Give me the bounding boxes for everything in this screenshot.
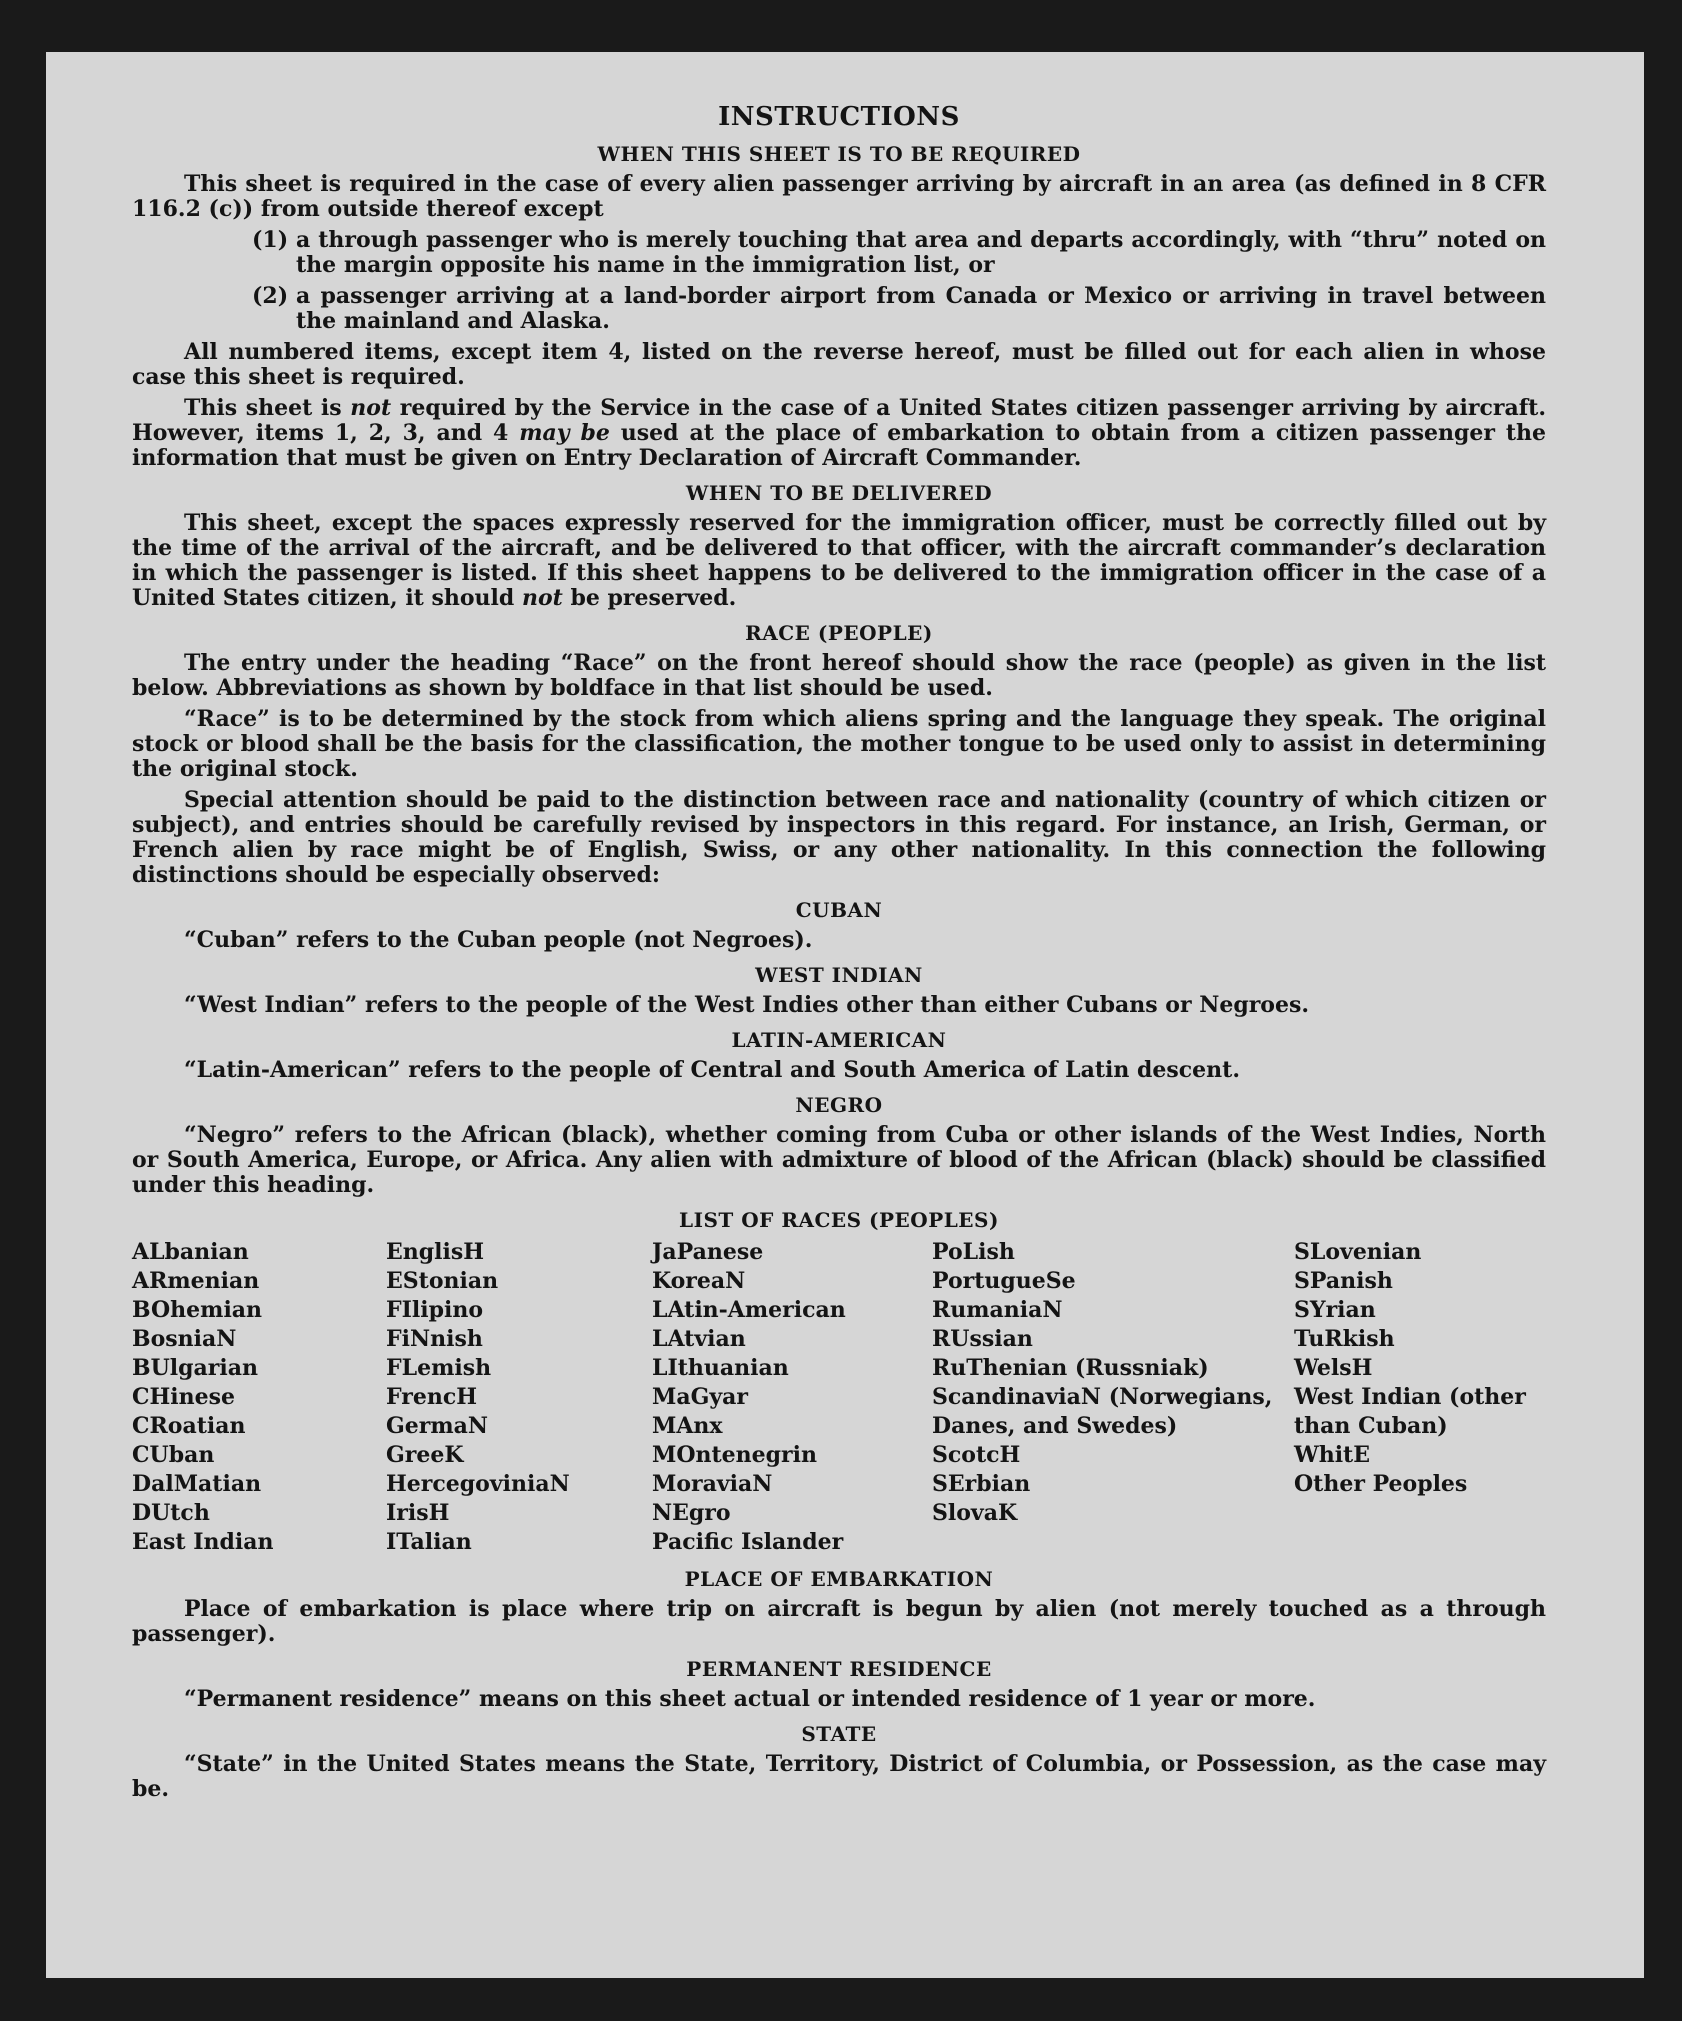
italic-not: not (521, 585, 563, 611)
paragraph-race-distinction: Special attention should be paid to the distinction between race and nationality (country of which citizen or subject), and entries should be carefully revised by inspectors in this regard. For instance, an Irish, German, or French alien by race might be of English, Swiss, or any other nationality. In this connection the following distinctions should be especially observed: (132, 787, 1546, 888)
paragraph-required-intro: This sheet is required in the case of every alien passenger arriving by aircraft in an area (as defined in 8 CFR 116.2 (c)) from outside thereof except (132, 171, 1546, 222)
race-item: SErbian (932, 1471, 1031, 1497)
race-item: ScandinaviaN (Norwegians, Danes, and Swedes) (932, 1384, 1273, 1439)
race-item: West Indian (other than Cuban) (1294, 1384, 1526, 1439)
race-item: PortugueSe (932, 1268, 1076, 1294)
heading-when-delivered: WHEN TO BE DELIVERED (685, 481, 993, 505)
race-item: SlovaK (932, 1500, 1018, 1526)
race-item: JaPanese (652, 1239, 764, 1265)
races-column-2 (386, 1238, 652, 1557)
races-column-5 (1294, 1238, 1546, 1557)
race-item: SPanish (1294, 1268, 1393, 1294)
race-item: EStonian (386, 1268, 499, 1294)
races-list (132, 1238, 1546, 1557)
paragraph-cuban: “Cuban” refers to the Cuban people (not Negroes). (184, 927, 813, 953)
text-segment: used at the place of embarkation to obtain from a citizen passenger the information that must be given on Entry Declaration of Aircraft Commander. (132, 420, 1547, 471)
race-item: FIlipino (386, 1297, 484, 1323)
heading-permanent-residence: PERMANENT RESIDENCE (686, 1657, 992, 1681)
race-item: MoraviaN (652, 1471, 773, 1497)
race-item: PoLish (932, 1239, 1015, 1265)
heading-race: RACE (PEOPLE) (745, 621, 933, 645)
race-item: Pacific Islander (652, 1529, 844, 1555)
race-item: LAtvian (652, 1326, 746, 1352)
paragraph-embarkation: Place of embarkation is place where trip on aircraft is begun by alien (not merely touched as a through passenger). (132, 1596, 1546, 1647)
heading-when-required: WHEN THIS SHEET IS TO BE REQUIRED (597, 142, 1081, 166)
heading-latin-american: LATIN-AMERICAN (731, 1028, 947, 1052)
paragraph-citizen (132, 396, 1546, 471)
italic-may-be: may be (519, 420, 610, 446)
race-item: LAtin-American (652, 1297, 846, 1323)
paragraph-latin-american: “Latin-American” refers to the people of Central and South America of Latin descent. (184, 1057, 1240, 1083)
race-item: EnglisH (386, 1239, 485, 1265)
paragraph-race-stock: “Race” is to be determined by the stock from which aliens spring and the language they speak. The original stock or blood shall be the basis for the classification, the mother tongue to be used only to assist in determining the original stock. (132, 706, 1546, 782)
race-item: WelsH (1294, 1355, 1373, 1381)
race-item: LIthuanian (652, 1355, 789, 1381)
race-item: MAnx (652, 1413, 723, 1439)
race-item: FLemish (386, 1355, 492, 1381)
text-segment: This sheet is (184, 395, 351, 421)
text-segment: This sheet, except the spaces expressly reserved for the immigration officer, must be correctly filled out by the time of the arrival of the aircraft, and be delivered to that officer, with the aircraft commander’s declaration in which the passenger is listed. If this sheet happens to be delivered to the immigration officer in the case of a United States citizen, it should (132, 510, 1546, 611)
document-page (46, 52, 1644, 1978)
item-text: a through passenger who is merely touching that area and departs accordingly, with “thru” noted on the margin opposite his name in the immigration list, or (296, 227, 1546, 278)
race-item: DUtch (132, 1500, 210, 1526)
race-item: IrisH (386, 1500, 450, 1526)
item-text: a passenger arriving at a land-border airport from Canada or Mexico or arriving in travel between the mainland and Alaska. (296, 283, 1546, 334)
heading-negro: NEGRO (795, 1093, 883, 1117)
race-item: CHinese (132, 1384, 236, 1410)
race-item: MaGyar (652, 1384, 749, 1410)
race-item: FrencH (386, 1384, 477, 1410)
race-item: CUban (132, 1442, 215, 1468)
exception-item-1 (252, 228, 1546, 278)
race-item: WhitE (1294, 1442, 1370, 1468)
race-item: GreeK (386, 1442, 464, 1468)
paragraph-west-indian: “West Indian” refers to the people of the West Indies other than either Cubans or Negroes. (184, 992, 1310, 1018)
paragraph-permanent-residence: “Permanent residence” means on this sheet actual or intended residence of 1 year or more. (184, 1686, 1316, 1712)
race-item: KoreaN (652, 1268, 746, 1294)
race-item: BosniaN (132, 1326, 237, 1352)
race-item: ScotcH (932, 1442, 1021, 1468)
heading-state: STATE (801, 1722, 877, 1746)
race-item: Other Peoples (1294, 1471, 1468, 1497)
paragraph-numbered-items: All numbered items, except item 4, listed on the reverse hereof, must be filled out for each alien in whose case this sheet is required. (132, 339, 1546, 390)
text-segment: required by the Service in the case of a United States citizen passenger arriving by aircraft. However, items 1, 2, 3, and 4 (132, 395, 1546, 446)
race-item: SLovenian (1294, 1239, 1422, 1265)
race-item: MOntenegrin (652, 1442, 817, 1468)
race-item: TuRkish (1294, 1326, 1395, 1352)
page-title: INSTRUCTIONS (718, 102, 960, 132)
race-item: BOhemian (132, 1297, 263, 1323)
heading-west-indian: WEST INDIAN (755, 963, 923, 987)
race-item: East Indian (132, 1529, 274, 1555)
heading-cuban: CUBAN (795, 898, 883, 922)
race-item: ITalian (386, 1529, 472, 1555)
race-item: FiNnish (386, 1326, 483, 1352)
race-item: CRoatian (132, 1413, 246, 1439)
instructions-body (132, 102, 1546, 1808)
italic-not: not (350, 395, 392, 421)
race-item: RuThenian (Russniak) (932, 1355, 1209, 1381)
races-column-3 (652, 1238, 932, 1557)
paragraph-delivery (132, 511, 1546, 611)
race-item: ARmenian (132, 1268, 260, 1294)
exception-item-2 (252, 284, 1546, 334)
item-number: (1) (252, 227, 289, 253)
race-item: HercegoviniaN (386, 1471, 570, 1497)
race-item: ALbanian (132, 1239, 249, 1265)
race-item: GermaN (386, 1413, 489, 1439)
paragraph-negro: “Negro” refers to the African (black), whether coming from Cuba or other islands of the West Indies, North or South America, Europe, or Africa. Any alien with admixture of blood of the African (black) should be classified under this heading. (132, 1122, 1546, 1198)
heading-embarkation: PLACE OF EMBARKATION (684, 1567, 994, 1591)
paragraph-race-entry: The entry under the heading “Race” on the front hereof should show the race (people) as given in the list below. Abbreviations as shown by boldface in that list should be used. (132, 650, 1546, 701)
heading-list-of-races: LIST OF RACES (PEOPLES) (679, 1208, 999, 1232)
paragraph-state: “State” in the United States means the State, Territory, District of Columbia, or Possession, as the case may be. (132, 1751, 1546, 1802)
text-segment: be preserved. (562, 585, 737, 611)
race-item: DalMatian (132, 1471, 262, 1497)
races-column-4 (932, 1238, 1294, 1557)
race-item: NEgro (652, 1500, 731, 1526)
races-column-1 (132, 1238, 386, 1557)
race-item: RUssian (932, 1326, 1033, 1352)
race-item: SYrian (1294, 1297, 1376, 1323)
race-item: RumaniaN (932, 1297, 1063, 1323)
race-item: BUlgarian (132, 1355, 258, 1381)
item-number: (2) (252, 283, 289, 309)
